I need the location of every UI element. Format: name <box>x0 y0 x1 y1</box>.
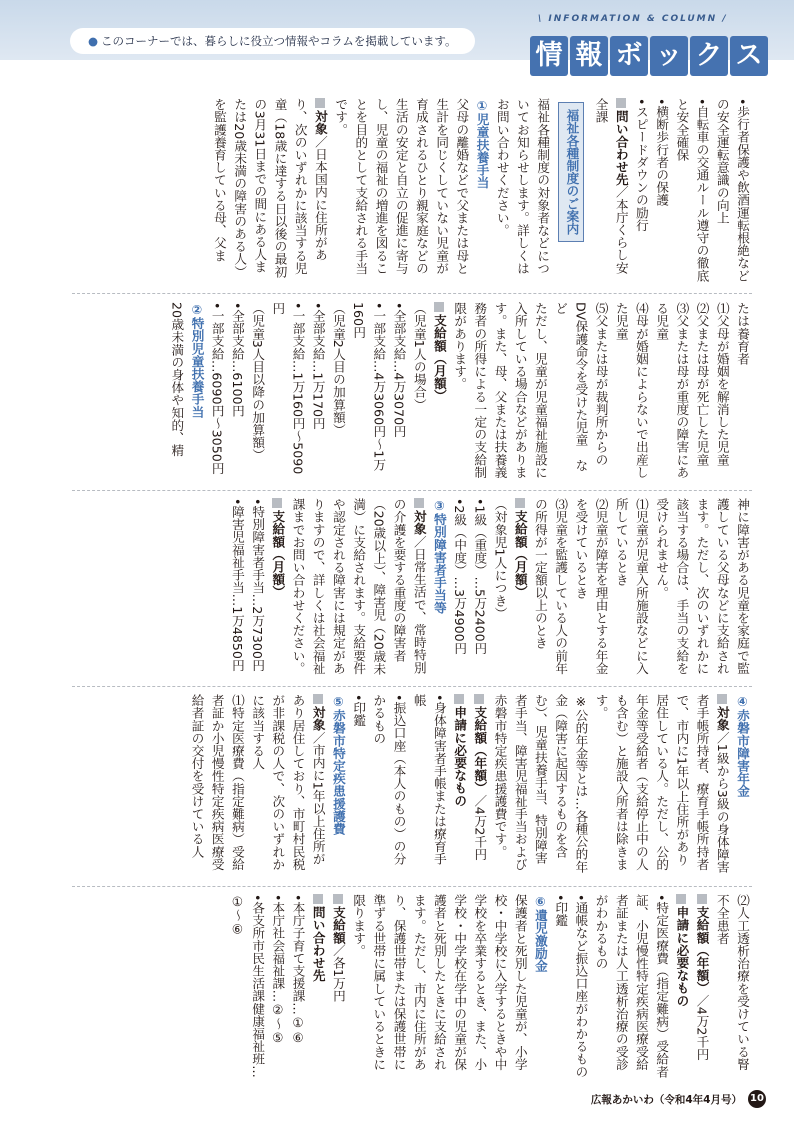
paragraph: •横断歩行者の保護 <box>654 98 670 207</box>
title-char: ス <box>730 36 768 76</box>
publication-name: 広報あかいわ（令和4年4月号） <box>590 1093 742 1106</box>
paragraph: •一部支給…1万160円～5090円 <box>270 302 306 475</box>
paragraph: •一部支給…4万3060円～1万160円 <box>351 302 387 471</box>
intro-text: このコーナーでは、暮らしに役立つ情報やコラムを掲載しています。 <box>101 34 457 48</box>
divider <box>72 293 752 294</box>
title-char: ク <box>690 36 728 76</box>
target-paragraph <box>247 694 328 876</box>
target-paragraph <box>590 694 731 876</box>
paragraph: •印鑑 <box>351 694 367 727</box>
row-5 <box>72 894 752 1079</box>
heading-disability-pension: ④赤磐市障害年金 <box>735 694 750 798</box>
paragraph: •スピードダウンの励行 <box>633 98 649 232</box>
contact-text: ／本庁くらし安全課 <box>593 98 629 274</box>
paragraph: •本庁子育て支援課…①⑥ <box>290 894 306 1045</box>
paragraph: •本庁社会福祉課…②～⑤ <box>270 894 286 1045</box>
amount-label: 支給額（月額） <box>510 498 530 676</box>
paragraph: •身体障害者手帳または療育手帳 <box>411 694 447 866</box>
paragraph: •全部支給…6100円 <box>229 302 245 418</box>
paragraph: 神に障害がある児童を家庭で監護している父母などに支給されます。ただし、次のいずれかに該当する場合は、手当の支給を受けられません。 <box>654 498 750 675</box>
amount-text: ／4万2千円 <box>694 994 710 1061</box>
amount-label: 支給額（年額） <box>695 894 710 994</box>
row-2 <box>72 302 752 480</box>
amount-label: 支給額（月額） <box>267 498 287 676</box>
paragraph: ⑴児童が児童入所施設などに入所しているとき <box>613 498 649 675</box>
intro-banner <box>70 28 475 54</box>
paragraph: •各支所市民生活課健康福祉班…①～⑥ <box>229 894 266 1078</box>
paragraph: •通帳など振込口座がわかるもの <box>573 894 589 1078</box>
contact-label: 問い合わせ先 <box>308 894 328 1079</box>
target-text: ／1級から3級の身体障害者手帳所持者、療育手帳所持者で、市内に1年以上住所があり居住している人。ただし、公的年金等受給者（支給停止中の人も含む）と施設入所者は除きます。 <box>593 694 730 874</box>
paragraph: ⑴特定医療費（指定難病）受給者証か小児慢性特定疾病医療受給者証の交付を受けている人 <box>189 694 245 871</box>
paragraph: •自転車の交通ルール遵守の徹底と安全確保 <box>674 98 710 282</box>
heading-special-child-allowance: ②特別児童扶養手当 <box>189 302 205 418</box>
paragraph: •障害児福祉手当…1万4850円 <box>229 498 245 672</box>
target-text: ／日本国内に住所があり、次のいずれかに該当する児童（18歳に達する日以後の最初の3月31日までの間にある人または20歳未満の障害のある人）を監護養育している母、父ま <box>211 98 328 278</box>
amount-paragraph <box>469 694 489 876</box>
required-items-label: 申請に必要なもの <box>449 694 469 876</box>
section-subtitle: \ INFORMATION & COLUMN / <box>538 14 728 24</box>
paragraph: •振込口座（本人のもの）の分かるもの <box>371 694 407 866</box>
paragraph: ⑵父または母が死亡した児童 <box>694 302 710 466</box>
paragraph: 父母の離婚などで父または母と生計を同じくしていない児童が育成されるひとり親家庭などの生活の安定と自立の促進に寄与し、児童の福祉の増進を図ることを目的として支給される手当です。 <box>333 98 470 275</box>
paragraph: ⑸父または母が裁判所からのDV保護命令を受けた児童 など <box>553 302 609 472</box>
page-number: 10 <box>748 1090 766 1108</box>
target-text: ／日常生活で、常時特別の介護を要する重度の障害者（20歳以上）、障害児（20歳未満）に支給されます。支給要件や認定される障害には規定がありますので、詳しくは社会福祉課までお問い合わせください。 <box>290 498 427 675</box>
title-char: ッ <box>650 36 688 76</box>
paragraph: •全部支給…4万3070円 <box>391 302 407 438</box>
row-4 <box>72 694 752 876</box>
paragraph: ただし、児童が児童福祉施設に入所している場合などがあります。また、母、父または扶養義務者の所得による一定の支給制限があります。 <box>452 302 548 479</box>
paragraph: •全部支給…1万170円 <box>310 302 326 430</box>
paragraph: 福祉各種制度の対象者などについてお知らせします。詳しくはお問い合わせください。 <box>494 98 551 275</box>
heading-orphan-encouragement: ⑥遺児激励金 <box>532 894 548 972</box>
divider <box>72 490 752 491</box>
section-title: 福祉各種制度のご案内 <box>558 102 584 242</box>
subtitle-text: INFORMATION & COLUMN <box>548 14 718 24</box>
footer <box>591 1090 766 1108</box>
target-label: 対象 <box>412 498 427 535</box>
amount-label: 支給額（月額） <box>429 302 449 480</box>
heading-specific-disease-aid: ⑤赤磐市特定疾患援護費 <box>330 694 346 835</box>
paragraph: •一部支給…6090円～3050円 <box>209 302 225 475</box>
paragraph: ⑷母が婚姻によらないで出産した児童 <box>613 302 649 479</box>
contact-label: 問い合わせ先 <box>614 98 629 186</box>
paragraph: •特定医療費（指定難病）受給者証、小児慢性特定疾病医療受給者証または人工透析治療の受診がわかるもの <box>593 894 670 1078</box>
amount-label: 支給額（年額） <box>472 694 487 794</box>
target-paragraph <box>209 98 330 283</box>
target-label: 対象 <box>311 694 326 731</box>
paragraph: ⑵児童が障害を理由とする年金を受けているとき <box>573 498 609 675</box>
title-char: 報 <box>570 36 608 76</box>
divider <box>72 686 752 687</box>
note-paragraph: ※公的年金等とは…各種公的年金（障害に起因するものを含む）、児童扶養手当、特別障害者手当、障害児福祉手当および赤磐市特定疾患援護費です。 <box>492 694 589 873</box>
divider <box>72 886 752 887</box>
paragraph: •2級（中度）…3万4900円 <box>452 498 468 655</box>
paragraph: ⑶父または母が重度の障害にある児童 <box>654 302 690 479</box>
target-paragraph <box>287 498 428 676</box>
required-items-label: 申請に必要なもの <box>671 894 691 1079</box>
paragraph: •印鑑 <box>553 894 569 927</box>
target-text: ／市内に1年以上住所があり居住しており、市町村民税が非課税の人で、次のいずれかに該当する人 <box>250 694 326 871</box>
title-char: 情 <box>530 36 568 76</box>
heading-special-disability-allowance: ③特別障害者手当等 <box>431 498 447 614</box>
paragraph: 20歳未満の身体や知的、精 <box>169 302 185 457</box>
amount-paragraph <box>328 894 348 1079</box>
paragraph: （児童2人目の加算額） <box>330 302 346 437</box>
heading-child-rearing-allowance: ①児童扶養手当 <box>474 98 490 189</box>
target-label: 対象 <box>313 98 328 135</box>
contact-paragraph <box>590 98 630 283</box>
paragraph: （児童3人目以降の加算額） <box>250 302 266 462</box>
amount-text: ／各1万円 <box>330 943 346 1003</box>
bullet-icon: ● <box>88 34 99 48</box>
header <box>0 0 794 78</box>
paragraph: ⑶児童を監護している人の前年の所得が一定額以上のとき <box>532 498 569 675</box>
title-char: ボ <box>610 36 648 76</box>
paragraph: （対象児1人につき） <box>492 498 508 620</box>
row-1 <box>72 98 752 283</box>
paragraph: •1級（重度）…5万2400円 <box>472 498 488 655</box>
target-label: 対象 <box>715 694 730 731</box>
paragraph: ⑵人工透析治療を受けている腎不全患者 <box>714 894 750 1071</box>
paragraph: •歩行者保護や飲酒運転根絶などの安全運転意識の向上 <box>714 98 750 282</box>
paragraph: たは養育者 <box>735 302 750 365</box>
amount-label: 支給額 <box>331 894 346 944</box>
paragraph: 保護者と死別した児童が、小学校・中学校に入学するときや中学校を卒業するとき、また、小学校・中学校在学中の児童が保護者と死別したときに支給されます。ただし、市内に住所があり、保護世帯または保護世帯に準ずる世帯に属しているときに限ります。 <box>351 894 528 1071</box>
row-3 <box>72 498 752 676</box>
paragraph: •特別障害者手当…2万7300円 <box>250 498 266 672</box>
paragraph: ⑴父母が婚姻を解消した児童 <box>714 302 730 466</box>
page-title <box>530 36 768 76</box>
amount-text: ／4万2千円 <box>472 794 488 861</box>
amount-paragraph <box>691 894 711 1079</box>
paragraph: （児童1人の場合） <box>411 302 427 411</box>
